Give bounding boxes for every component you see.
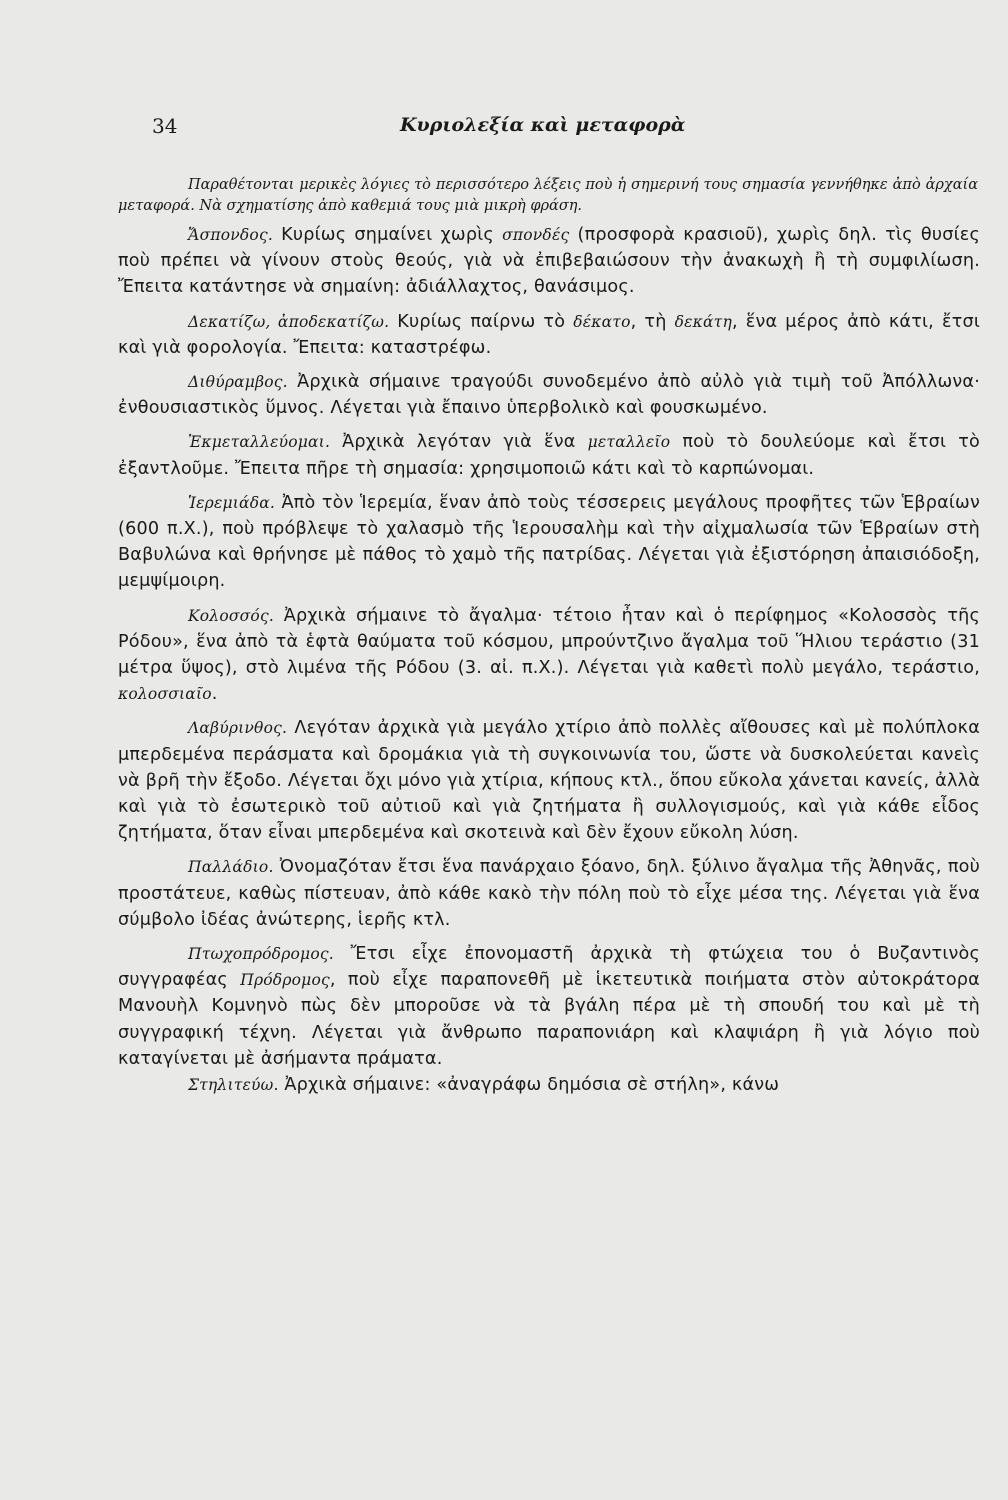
entry-term: Ἄσπονδος. bbox=[188, 226, 273, 244]
entry-dekatizo: Δεκατίζω, ἀποδεκατίζω. Κυρίως παίρνω τὸ δέκατο, τὴ δεκάτη, ἕνα μέρος ἀπὸ κάτι, ἔτσι καὶ γιὰ φορολογία. Ἔπειτα: καταστρέφω. bbox=[118, 311, 980, 358]
entry-asponods: Ἄσπονδος. Κυρίως σημαίνει χωρὶς σπονδές (προσφορὰ κρασιοῦ), χωρὶς δηλ. τὶς θυσίες ποὺ πρέπει νὰ γίνουν στοὺς θεούς, γιὰ νὰ ἐπιβεβαιώσουν τὴν ἀνακωχὴ ἢ τὴ συμφιλίωση. Ἔπειτα κατάντησε νὰ σημαίνη: ἀδιάλλαχτος, θανάσιμος. bbox=[118, 225, 980, 298]
entry-lavyrinthos: Λαβύρινθος. Λεγόταν ἀρχικὰ γιὰ μεγάλο χτίριο ἀπὸ πολλὲς αἴθουσες καὶ μὲ πολύπλοκα μπερδεμένα περάσματα καὶ δρομάκια γιὰ τὴ συγκοινωνία του, ὥστε νὰ δυσκολεύεται κανεὶς νὰ βρῆ τὴν ἔξοδο. Λέγεται ὄχι μόνο γιὰ χτίρια, κήπους κτλ., ὅπου εὔκολα χάνεται κανείς, ἀλλὰ καὶ γιὰ τὸ ἐσωτερικὸ τοῦ αὐτιοῦ καὶ γιὰ ζητήματα ἢ συλλογισμούς, καὶ γιὰ κάθε εἶδος ζητήματα, ὅταν εἶναι μπερδεμένα καὶ σκοτεινὰ καὶ δὲν ἔχουν εὔκολη λύση. bbox=[118, 718, 980, 844]
entry-term: Δεκατίζω, ἀποδεκατίζω. bbox=[188, 312, 390, 331]
page-number: 34 bbox=[152, 114, 178, 138]
entry-term: Ἱερεμιάδα. bbox=[188, 493, 276, 512]
entry-palladio: Παλλάδιο. Ὀνομαζόταν ἔτσι ἕνα πανάρχαιο ξόανο, δηλ. ξύλινο ἄγαλμα τῆς Ἀθηνᾶς, ποὺ προστάτευε, καθὼς πίστευαν, ἀπὸ κάθε κακὸ τὴν πόλη ποὺ τὸ εἶχε μέσα της. Λέγεται γιὰ ἕνα σύμβολο ἰδέας ἀνώτερης, ἱερῆς κτλ. bbox=[118, 857, 980, 930]
entry-term: Πτωχοπρόδρομος. bbox=[188, 945, 334, 964]
entry-ekmetallevomai: Ἐκμεταλλεύομαι. Ἀρχικὰ λεγόταν γιὰ ἕνα μεταλλεῖο ποὺ τὸ δουλεύομε καὶ ἔτσι τὸ ἐξαντλοῦμε. Ἔπειτα πῆρε τὴ σημασία: χρησιμοποιῶ κάτι καὶ τὸ καρπώνομαι. bbox=[118, 432, 980, 479]
page-header bbox=[152, 114, 852, 144]
entry-term: Ἐκμεταλλεύομαι. bbox=[188, 433, 331, 452]
entry-term: Στηλιτεύω. bbox=[188, 1076, 279, 1095]
entry-ieremiada: Ἱερεμιάδα. Ἀπὸ τὸν Ἱερεμία, ἕναν ἀπὸ τοὺς τέσσερεις μεγάλους προφῆτες τῶν Ἑβραίων (600 π.Χ.), ποὺ πρόβλεψε τὸ χαλασμὸ τῆς Ἱερουσαλὴμ καὶ τὴν αἰχμαλωσία τῶν Ἑβραίων στὴ Βαβυλώνα καὶ θρήνησε μὲ πάθος τὸ χαμὸ τῆς πατρίδας. Λέγεται γιὰ ἐξιστόρηση ἀπαισιόδοξη, μεμψίμοιρη. bbox=[118, 492, 980, 592]
entry-term: Κολοσσός. bbox=[188, 606, 274, 625]
intro-paragraph: Παραθέτονται μερικὲς λόγιες τὸ περισσότερο λέξεις ποὺ ἡ σημερινή τους σημασία γεννήθηκε ἀπὸ ἀρχαία μεταφορά. Νὰ σχηματίσης ἀπὸ καθεμιά τους μιὰ μικρὴ φράση. bbox=[118, 176, 978, 214]
entry-dithyramvos: Διθύραμβος. Ἀρχικὰ σήμαινε τραγούδι συνοδεμένο ἀπὸ αὐλὸ γιὰ τιμὴ τοῦ Ἀπόλλωνα· ἐνθουσιαστικὸς ὕμνος. Λέγεται γιὰ ἔπαινο ὑπερβολικὸ καὶ φουσκωμένο. bbox=[118, 372, 980, 419]
entry-list bbox=[118, 222, 980, 1098]
entry-term: Διθύραμβος. bbox=[188, 373, 288, 392]
entry-term: Λαβύρινθος. bbox=[188, 719, 288, 738]
entry-term: Παλλάδιο. bbox=[188, 858, 274, 877]
running-title: Κυριολεξία καὶ μεταφορὰ bbox=[400, 114, 686, 136]
entry-kolossos: Κολοσσός. Ἀρχικὰ σήμαινε τὸ ἄγαλμα· τέτοιο ἦταν καὶ ὁ περίφημος «Κολοσσὸς τῆς Ρόδου», ἕνα ἀπὸ τὰ ἑφτὰ θαύματα τοῦ κόσμου, μπρούντζινο ἄγαλμα τοῦ Ἥλιου τεράστιο (31 μέτρα ὕψος), στὸ λιμένα τῆς Ρόδου (3. αἰ. π.Χ.). Λέγεται γιὰ καθετὶ πολὺ μεγάλο, τεράστιο, κολοσσιαῖο. bbox=[118, 605, 980, 705]
entry-stiliteyo: Στηλιτεύω. Ἀρχικὰ σήμαινε: «ἀναγράφω δημόσια σὲ στήλη», κάνω bbox=[188, 1075, 780, 1096]
entry-ptochoprodromos: Πτωχοπρόδρομος. Ἔτσι εἶχε ἐπονομαστῆ ἀρχικὰ τὴ φτώχεια του ὁ Βυζαντινὸς συγγραφέας Πρόδρομος, ποὺ εἶχε παραπονεθῆ μὲ ἱκετευτικὰ ποιήματα στὸν αὐτοκράτορα Μανουὴλ Κομνηνὸ πὼς δὲν μποροῦσε νὰ τὰ βγάλη πέρα μὲ τὴ σπουδή του καὶ μὲ τὴ συγγραφική τέχνη. Λέγεται γιὰ ἄνθρωπο παραπονιάρη καὶ κλαψιάρη ἢ γιὰ λόγιο ποὺ καταγίνεται μὲ ἀσήμαντα πράματα. bbox=[118, 944, 980, 1069]
